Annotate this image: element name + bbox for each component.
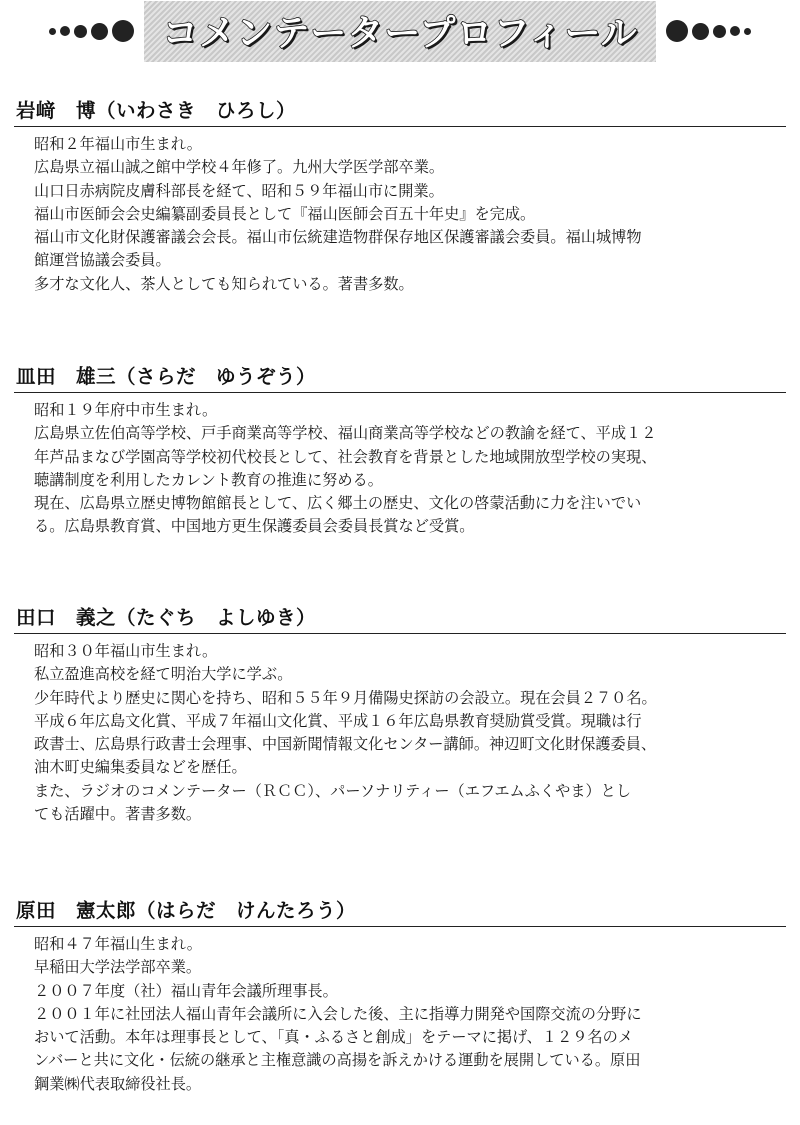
header-banner xyxy=(14,4,786,58)
profile-line: 政書士、広島県行政書士会理事、中国新聞情報文化センター講師。神辺町文化財保護委員、 xyxy=(34,735,657,754)
profile-sarada xyxy=(14,364,786,539)
profile-name: 田口 義之（たぐち よしゆき） xyxy=(16,606,317,629)
profile-taguchi xyxy=(14,605,786,826)
profile-line: 早稲田大学法学部卒業。 xyxy=(34,958,202,977)
dot-icon xyxy=(60,26,70,36)
profile-line: 館運営協議会委員。 xyxy=(34,251,171,270)
profile-line: 昭和３０年福山市生まれ。 xyxy=(34,642,218,660)
dot-icon xyxy=(49,28,56,35)
profile-iwasaki xyxy=(14,98,786,296)
profile-line: 私立盈進高校を経て明治大学に学ぶ。 xyxy=(34,665,293,684)
profile-line: 油木町史編集委員などを歴任。 xyxy=(34,758,247,777)
profile-line: 聴講制度を利用したカレント教育の推進に努める。 xyxy=(34,470,383,489)
profile-name: 岩﨑 博（いわさき ひろし） xyxy=(16,99,297,122)
dot-icon xyxy=(74,25,87,38)
divider xyxy=(14,926,786,927)
profile-line: 昭和４７年福山生まれ。 xyxy=(34,935,202,953)
profile-line: ても活躍中。著書多数。 xyxy=(34,805,202,824)
profile-harada xyxy=(14,898,786,1096)
profile-line: おいて活動。本年は理事長として、「真・ふるさと創成」をテーマに掲げ、１２９名のメ xyxy=(34,1028,633,1047)
dot-icon xyxy=(744,28,751,35)
page-title: コメンテータープロフィール xyxy=(162,12,638,54)
dot-icon xyxy=(692,23,709,40)
profile-line: 山口日赤病院皮膚科部長を経て、昭和５９年福山市に開業。 xyxy=(34,181,444,200)
profile-name: 原田 憲太郎（はらだ けんたろう） xyxy=(16,899,357,922)
dot-icon xyxy=(91,23,108,40)
profile-line: 多才な文化人、茶人としても知られている。著書多数。 xyxy=(34,274,414,293)
divider xyxy=(14,126,786,127)
dot-icon xyxy=(713,25,726,38)
profile-line: ２００７年度（社）福山青年会議所理事長。 xyxy=(34,981,338,1000)
profile-line: 昭和１９年府中市生まれ。 xyxy=(34,401,218,419)
right-dots-ornament xyxy=(666,20,751,42)
profile-line: 年芦品まなび学園高等学校初代校長として、社会教育を背景とした地域開放型学校の実現、 xyxy=(34,447,657,466)
dot-icon xyxy=(666,20,688,42)
profile-name: 皿田 雄三（さらだ ゆうぞう） xyxy=(16,365,317,388)
profile-line: ンバーと共に文化・伝統の継承と主権意識の高揚を訴えかける運動を展開している。原田 xyxy=(34,1051,641,1070)
profile-line: 平成６年広島文化賞、平成７年福山文化賞、平成１６年広島県教育奨励賞受賞。現職は行 xyxy=(34,711,642,730)
banner-title-box xyxy=(144,1,656,62)
profile-line: 福山市医師会会史編纂副委員長として『福山医師会百五十年史』を完成。 xyxy=(34,204,536,223)
dot-icon xyxy=(112,20,134,42)
profile-body xyxy=(14,133,786,296)
divider xyxy=(14,392,786,393)
profile-line: また、ラジオのコメンテーター（ＲＣＣ）、パーソナリティー（エフエムふくやま）とし xyxy=(34,781,632,800)
profile-line: 鋼業㈱代表取締役社長。 xyxy=(34,1074,202,1093)
profile-line: 現在、広島県立歴史博物館館長として、広く郷土の歴史、文化の啓蒙活動に力を注いでい xyxy=(34,494,642,513)
left-dots-ornament xyxy=(49,20,134,42)
profile-line: ２００１年に社団法人福山青年会議所に入会した後、主に指導力開発や国際交流の分野に xyxy=(34,1004,642,1023)
profile-line: 少年時代より歴史に関心を持ち、昭和５５年９月備陽史探訪の会設立。現在会員２７０名。 xyxy=(34,688,657,707)
profile-body xyxy=(14,399,786,539)
profile-line: 広島県立福山誠之館中学校４年修了。九州大学医学部卒業。 xyxy=(34,158,445,177)
profile-line: る。広島県教育賞、中国地方更生保護委員会委員長賞など受賞。 xyxy=(34,517,475,536)
profile-body xyxy=(14,640,786,826)
profile-line: 福山市文化財保護審議会会長。福山市伝統建造物群保存地区保護審議会委員。福山城博物 xyxy=(34,228,642,247)
profile-body xyxy=(14,933,786,1096)
divider xyxy=(14,633,786,634)
dot-icon xyxy=(730,26,740,36)
profile-line: 昭和２年福山市生まれ。 xyxy=(34,135,202,153)
profile-line: 広島県立佐伯高等学校、戸手商業高等学校、福山商業高等学校などの教諭を経て、平成１２ xyxy=(34,424,657,443)
